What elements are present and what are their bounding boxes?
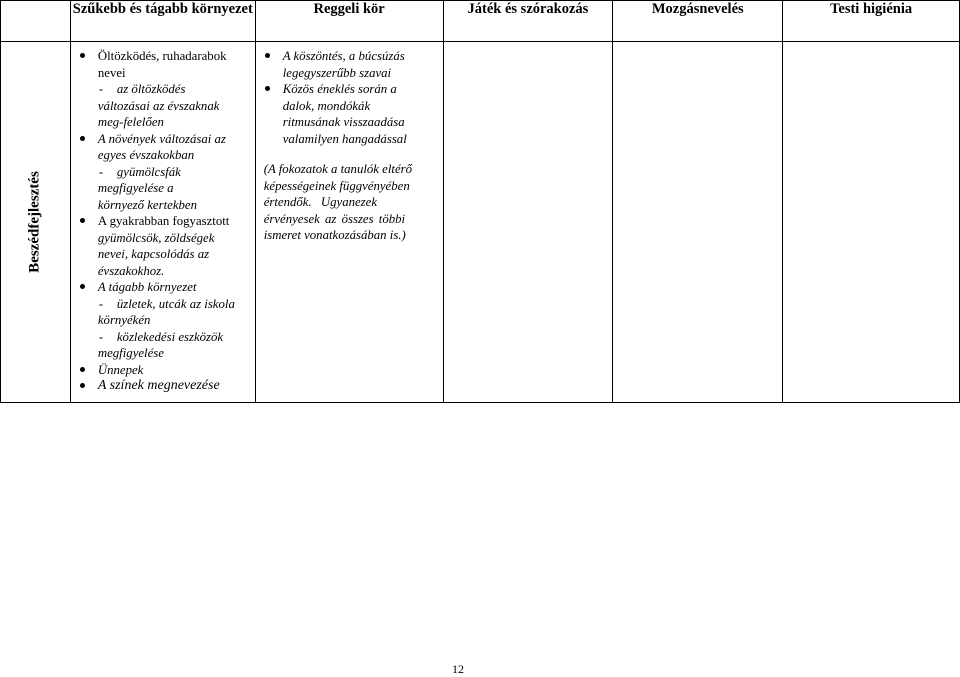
list-item: Ünnepek [71, 362, 255, 379]
header-col1: Szűkebb és tágabb környezet [70, 1, 255, 42]
list-subitem-cont: környező kertekben [97, 197, 197, 212]
corner-cell [1, 1, 71, 42]
col2-list [256, 42, 443, 147]
list-item-cont: gyümölcsök, zöldségek [97, 230, 215, 245]
list-item: A gyakrabban fogyasztott [71, 213, 255, 230]
row-label-cell [1, 42, 71, 403]
list-item-cont: évszakokhoz. [97, 263, 165, 278]
list-subitem: - gyümölcsfák [98, 164, 181, 179]
list-item: A színek megnevezése [71, 378, 255, 395]
col5-cell [783, 42, 960, 403]
list-item-cont: egyes évszakokban [97, 148, 195, 162]
note-line: érvényesek az összes többi [263, 211, 406, 226]
col3-cell [443, 42, 613, 403]
col1-cell [70, 42, 255, 403]
page-number: 12 [452, 662, 464, 676]
list-subitem: - közlekedési eszközök [98, 329, 224, 344]
note-line: képességeinek függvényében [263, 178, 410, 193]
list-item: A tágabb környezet [71, 279, 255, 296]
list-item-cont: legegyszerűbb szavai [282, 65, 392, 80]
list-item-cont: nevei [97, 65, 126, 80]
header-col4: Mozgásnevelés [613, 1, 783, 42]
list-subitem-cont: környékén [97, 313, 151, 327]
list-subitem: - az öltözködés [98, 82, 186, 96]
list-subitem-cont: változásai az évszaknak [97, 98, 220, 113]
list-subitem-cont: megfigyelése [97, 346, 164, 360]
col1-list [71, 42, 255, 395]
header-col3: Játék és szórakozás [443, 1, 613, 42]
header-col5: Testi higiénia [783, 1, 960, 42]
note-paragraph [256, 147, 443, 244]
list-subitem: - üzletek, utcák az iskola [98, 296, 235, 311]
list-item-cont: ritmusának visszaadása [282, 115, 405, 129]
col2-cell [255, 42, 443, 403]
list-subitem-cont: meg-felelően [97, 115, 164, 129]
list-item-cont: valamilyen hangadással [282, 131, 407, 146]
note-line: (A fokozatok a tanulók eltérő [263, 162, 413, 176]
list-item: A köszöntés, a búcsúzás [256, 48, 443, 65]
list-item: Közös éneklés során a [256, 81, 443, 98]
list-item-cont: nevei, kapcsolódás az [97, 247, 210, 261]
col4-cell [613, 42, 783, 403]
list-subitem-cont: megfigyelése a [97, 181, 174, 195]
list-item: Öltözködés, ruhadarabok [71, 48, 255, 65]
list-item: A növények változásai az [71, 131, 255, 148]
row-label: Beszédfejlesztés [26, 171, 43, 273]
list-item-cont: dalok, mondókák [282, 98, 371, 113]
note-line: értendők. Ugyanezek [263, 195, 378, 209]
header-col2: Reggeli kör [255, 1, 443, 42]
note-line: ismeret vonatkozásában is.) [263, 228, 406, 242]
